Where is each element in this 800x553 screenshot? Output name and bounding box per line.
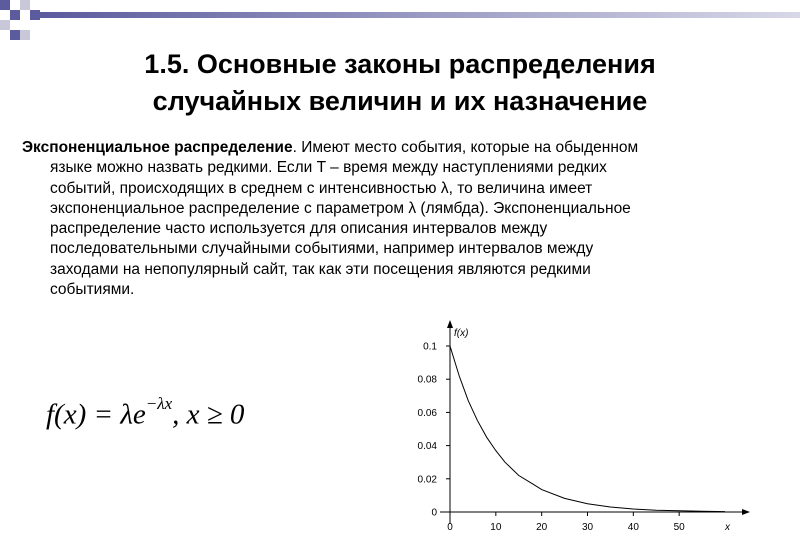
description-paragraph [22,138,775,300]
paragraph-line-5: распределение часто используется для описания интервалов между [50,220,548,238]
x-tick-label: 50 [673,522,685,533]
deco-square-7 [10,30,20,40]
paragraph-line-6: последовательными случайными событиями, например интервалов между [50,240,594,258]
y-tick-label: 0.1 [423,341,437,353]
series-line-0 [450,346,725,512]
formula-condition: , x ≥ 0 [172,398,245,431]
deco-square-5 [30,10,40,20]
density-formula [46,394,245,442]
y-tick-label: 0.02 [417,474,437,486]
y-axis-arrow [447,320,453,328]
paragraph-line-0 [22,138,775,158]
x-tick-label: 40 [627,522,639,533]
paragraph-line-7: заходами на непопулярный сайт, так как эти посещения являются редкими [50,260,591,278]
paragraph-lead: Экспоненциальное распределение [22,139,293,156]
deco-square-1 [0,0,10,10]
title-line-2: случайных величин и их назначение [152,86,648,116]
x-axis-label: x [725,522,730,533]
header-decoration [0,0,800,50]
paragraph-line-2: языке можно назвать редкими. Если T – время между наступлениями редких [50,159,607,177]
y-tick-label: 0 [431,507,437,519]
x-axis-arrow [742,509,750,515]
deco-square-2 [10,10,20,20]
paragraph-line-4: экспоненциальное распределение с параметром λ (лямбда). Экспоненциальное [50,199,631,217]
x-tick-label: 10 [490,522,502,533]
x-tick-label: 0 [447,522,453,533]
y-tick-label: 0.06 [417,407,437,419]
density-chart [400,318,800,553]
paragraph-line-3: событий, происходящих в среднем с интенсивностью λ, то величина имеет [50,179,593,197]
deco-square-4 [0,20,10,30]
y-tick-label: 0.08 [417,374,437,386]
x-tick-label: 20 [536,522,548,533]
title-line-1: 1.5. Основные законы распределения [144,49,656,79]
slide-title [40,46,760,120]
formula-exponent: −λx [145,394,173,413]
deco-band [40,12,800,18]
y-axis-label: f(x) [454,328,469,339]
deco-square-3 [20,0,30,10]
x-tick-label: 30 [581,522,594,533]
paragraph-line-8: событиями. [50,281,135,299]
deco-square-6 [20,30,30,40]
paragraph-line-1: . Имеют место события, которые на обыденном [292,139,639,156]
y-tick-label: 0.04 [417,441,437,453]
formula-lhs: f(x) = λe [46,398,146,431]
